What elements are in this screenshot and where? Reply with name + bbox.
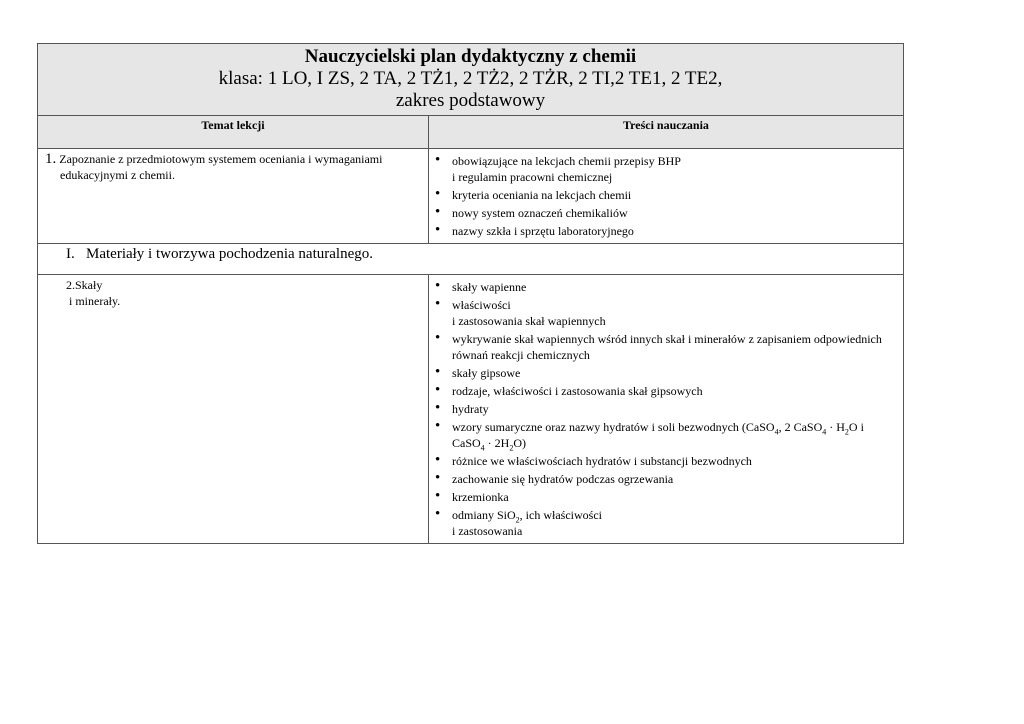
section-number: I. — [66, 246, 75, 262]
header-content: Treści nauczania — [429, 116, 904, 149]
list-item: • skały wapienne — [435, 279, 903, 295]
lesson-1-topic-line2: edukacyjnymi z chemii. — [60, 168, 175, 182]
list-item: • kryteria oceniania na lekcjach chemii — [435, 187, 903, 203]
list-item: • rodzaje, właściwości i zastosowania skał gipsowych — [435, 383, 903, 399]
list-item: • obowiązujące na lekcjach chemii przepisy BHP i regulamin pracowni chemicznej — [435, 153, 903, 185]
lesson-2-content — [429, 275, 904, 544]
header-topic: Temat lekcji — [38, 116, 429, 149]
list-item: • nowy system oznaczeń chemikaliów — [435, 205, 903, 221]
list-item: • skały gipsowe — [435, 365, 903, 381]
lesson-2-topic-line2: i minerały. — [69, 294, 121, 308]
list-item: • różnice we właściwościach hydratów i substancji bezwodnych — [435, 453, 903, 469]
plan-title: Nauczycielski plan dydaktyczny z chemii — [304, 46, 637, 67]
list-item: • zachowanie się hydratów podczas ogrzewania — [435, 471, 903, 487]
list-item: • właściwości i zastosowania skał wapiennych — [435, 297, 903, 329]
list-item: • nazwy szkła i sprzętu laboratoryjnego — [435, 223, 903, 239]
lesson-2-topic-line1: 2.Skały — [66, 278, 103, 292]
plan-classes: klasa: 1 LO, I ZS, 2 TA, 2 TŻ1, 2 TŻ2, 2 TŻR, 2 TI,2 TE1, 2 TE2, — [218, 68, 723, 89]
section-title: Materiały i tworzywa pochodzenia naturalnego. — [86, 246, 373, 262]
lesson-1-content — [429, 149, 904, 244]
lesson-1-topic-line1: Zapoznanie z przedmiotowym systemem oceniania i wymaganiami — [59, 152, 383, 166]
lesson-1-topic — [38, 149, 429, 244]
list-item: • wzory sumaryczne oraz nazwy hydratów i soli bezwodnych (CaSO$_4$, 2 CaSO$_4$ · $H_2O$ i CaSO$_4$ · $2H_2O$) — [435, 419, 903, 451]
didactic-plan-table — [37, 43, 904, 544]
section-heading — [38, 244, 904, 275]
lesson-2-topic — [38, 275, 429, 544]
lesson-1-number: 1. — [45, 151, 57, 167]
list-item: • hydraty — [435, 401, 903, 417]
plan-scope: zakres podstawowy — [395, 90, 546, 111]
list-item: • krzemionka — [435, 489, 903, 505]
list-item: • wykrywanie skał wapiennych wśród innych skał i minerałów z zapisaniem odpowiednich równań reakcji chemicznych — [435, 331, 903, 363]
title-cell — [38, 44, 904, 116]
list-item: • odmiany SiO$_2$, ich właściwości i zastosowania — [435, 507, 903, 539]
